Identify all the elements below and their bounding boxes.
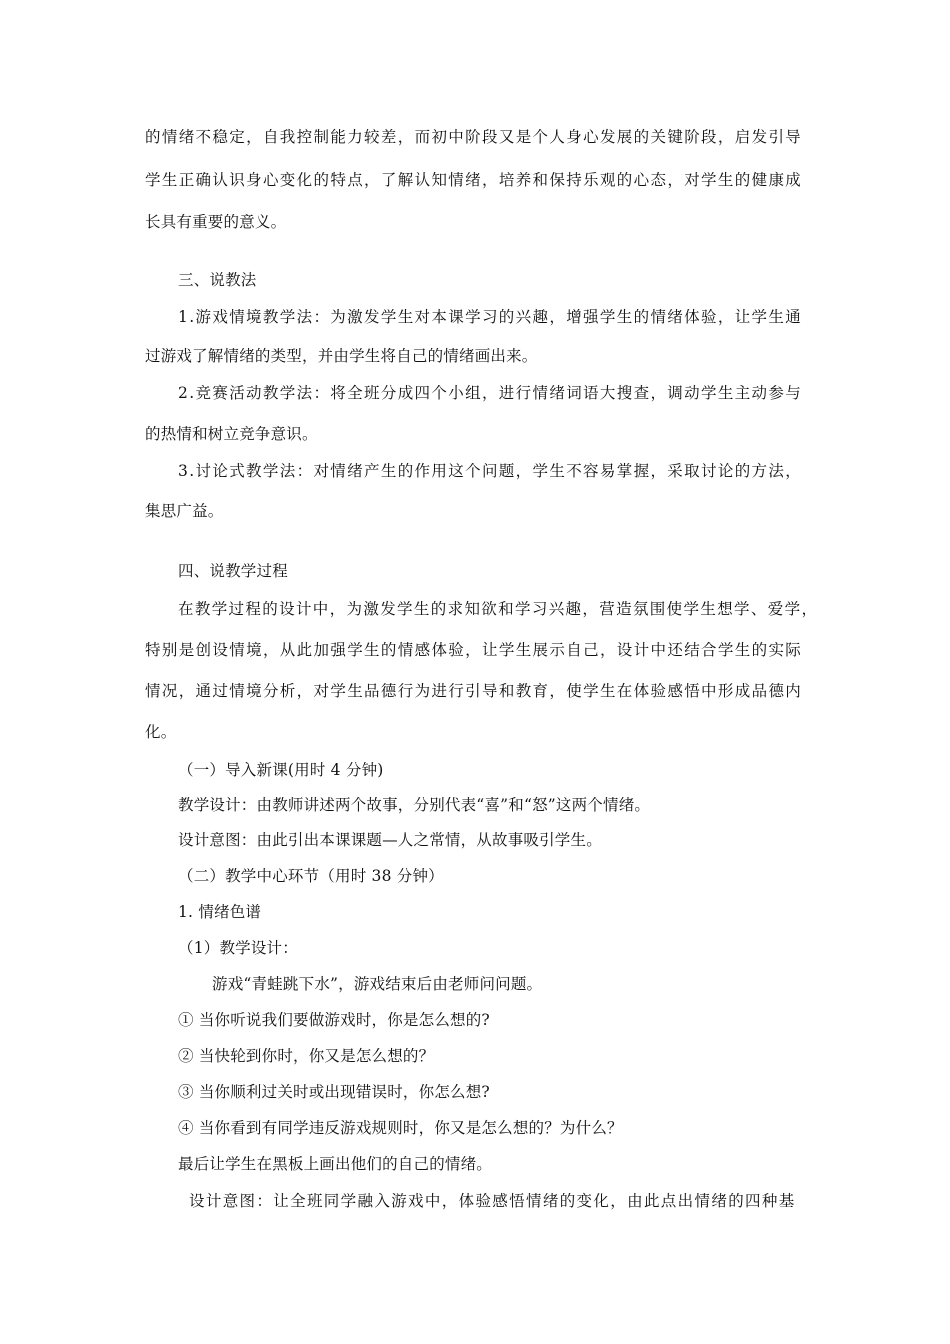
paragraph-line: 特别是创设情境，从此加强学生的情感体验，让学生展示自己，设计中还结合学生的实际 [145, 641, 803, 659]
item-subtitle: （1）教学设计： [178, 939, 298, 957]
question-item: ① 当你听说我们要做游戏时，你是怎么想的? [178, 1011, 490, 1029]
section-heading: 三、说教法 [178, 271, 257, 289]
item-title: 1. 情绪色谱 [178, 903, 262, 921]
paragraph-line: 设计意图：由此引出本课课题—人之常情，从故事吸引学生。 [178, 831, 602, 849]
subsection-heading: （一）导入新课(用时 4 分钟) [178, 761, 384, 779]
paragraph-line: 学生正确认识身心变化的特点，了解认知情绪，培养和保持乐观的心态，对学生的健康成 [145, 171, 803, 189]
paragraph-line: 集思广益。 [145, 502, 224, 520]
question-item: ② 当快轮到你时，你又是怎么想的？ [178, 1047, 435, 1065]
paragraph-line: 的情绪不稳定，自我控制能力较差，而初中阶段又是个人身心发展的关键阶段，启发引导 [145, 128, 803, 146]
section-heading: 四、说教学过程 [178, 562, 288, 580]
paragraph-line: 在教学过程的设计中，为激发学生的求知欲和学习兴趣，营造氛围使学生想学、爱学， [178, 600, 819, 618]
paragraph-line: 过游戏了解情绪的类型，并由学生将自己的情绪画出来。 [145, 347, 538, 365]
paragraph-line: 3.讨论式教学法：对情绪产生的作用这个问题，学生不容易掌握，采取讨论的方法， [178, 462, 803, 480]
paragraph-line: 长具有重要的意义。 [145, 213, 287, 231]
paragraph-line: 2.竞赛活动教学法：将全班分成四个小组，进行情绪词语大搜查，调动学生主动参与 [178, 384, 803, 402]
paragraph-line: 教学设计：由教师讲述两个故事，分别代表“喜”和“怒”这两个情绪。 [178, 796, 651, 814]
paragraph-line: 情况，通过情境分析，对学生品德行为进行引导和教育，使学生在体验感悟中形成品德内 [145, 682, 803, 700]
paragraph-line: 的热情和树立竞争意识。 [145, 425, 318, 443]
paragraph-line: 游戏“青蛙跳下水”，游戏结束后由老师问问题。 [212, 975, 543, 993]
paragraph-line: 1.游戏情境教学法：为激发学生对本课学习的兴趣，增强学生的情绪体验，让学生通 [178, 308, 803, 326]
question-item: ④ 当你看到有同学违反游戏规则时，你又是怎么想的？为什么？ [178, 1119, 623, 1137]
subsection-heading: （二）教学中心环节（用时 38 分钟） [178, 867, 444, 885]
question-item: ③ 当你顺利过关时或出现错误时，你怎么想? [178, 1083, 490, 1101]
paragraph-line: 最后让学生在黑板上画出他们的自己的情绪。 [178, 1155, 493, 1173]
paragraph-line: 设计意图：让全班同学融入游戏中，体验感悟情绪的变化，由此点出情绪的四种基 [189, 1192, 796, 1210]
paragraph-line: 化。 [145, 723, 177, 741]
